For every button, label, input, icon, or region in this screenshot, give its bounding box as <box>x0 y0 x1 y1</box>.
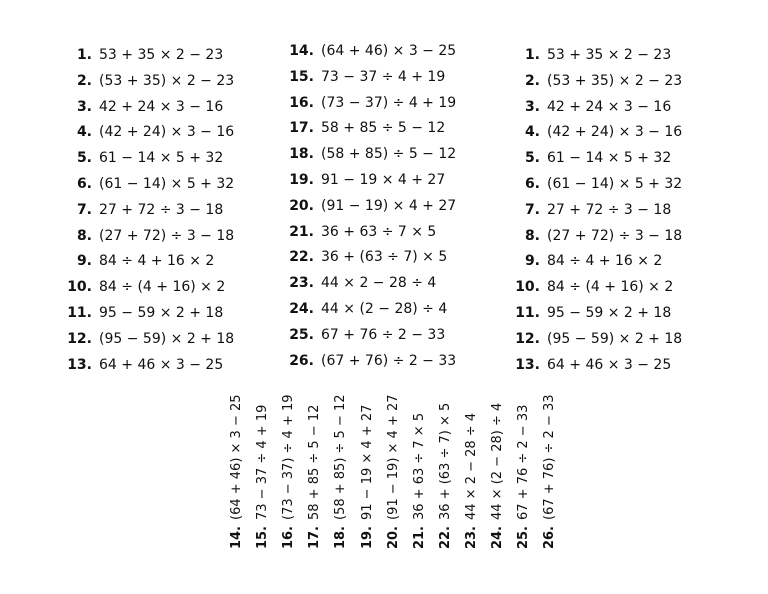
problem-expression: (73 − 37) ÷ 4 + 19 <box>321 94 457 111</box>
problem-row <box>282 274 436 292</box>
problem-expression: 53 + 35 × 2 − 23 <box>99 47 224 63</box>
rotated-problem-row <box>359 396 377 556</box>
problem-row <box>60 278 225 296</box>
problem-row <box>282 300 447 318</box>
problem-row <box>508 304 671 322</box>
problem-row <box>60 227 234 245</box>
problem-row <box>282 42 456 60</box>
problem-number: 15. <box>289 68 314 85</box>
problem-row <box>508 278 673 296</box>
problem-expression: 53 + 35 × 2 − 23 <box>547 47 672 63</box>
problem-expression: 36 + (63 ÷ 7) × 5 <box>321 249 448 266</box>
problem-number: 16. <box>281 526 297 550</box>
problem-number: 5. <box>524 150 540 167</box>
problem-expression: (42 + 24) × 3 − 16 <box>99 124 235 141</box>
problem-number: 7. <box>524 201 540 218</box>
problem-number: 22. <box>289 249 314 266</box>
problem-expression: 84 ÷ (4 + 16) × 2 <box>99 279 226 296</box>
problem-number: 11. <box>67 305 92 321</box>
problem-number: 13. <box>515 356 540 373</box>
problem-number: 12. <box>515 330 540 347</box>
problem-number: 23. <box>463 526 479 550</box>
problem-number: 3. <box>76 98 92 115</box>
problem-expression: (27 + 72) ÷ 3 − 18 <box>547 227 683 244</box>
problem-expression: (58 + 85) ÷ 5 − 12 <box>333 394 349 520</box>
problem-number: 16. <box>289 94 314 111</box>
problem-number: 19. <box>289 172 314 188</box>
problem-expression: 64 + 46 × 3 − 25 <box>99 356 224 373</box>
problem-number: 18. <box>333 526 349 550</box>
problem-expression: 95 − 59 × 2 + 18 <box>547 305 672 321</box>
problem-expression: 27 + 72 ÷ 3 − 18 <box>99 201 224 218</box>
problem-expression: 84 ÷ (4 + 16) × 2 <box>547 279 674 296</box>
rotated-problem-row <box>385 396 403 556</box>
problem-number: 10. <box>515 279 540 296</box>
problem-expression: 44 × (2 − 28) ÷ 4 <box>321 301 448 317</box>
problem-number: 14. <box>229 526 244 550</box>
problem-number: 4. <box>76 124 92 141</box>
problem-row <box>508 201 671 219</box>
problem-number: 6. <box>524 176 540 192</box>
problem-number: 21. <box>289 223 314 240</box>
problem-number: 20. <box>289 197 314 214</box>
problem-row <box>508 123 682 141</box>
problem-number: 1. <box>524 47 540 63</box>
problem-row <box>60 46 223 64</box>
problem-expression: (64 + 46) × 3 − 25 <box>321 43 457 59</box>
rotated-problem-row <box>463 396 481 556</box>
problem-row <box>508 252 662 270</box>
problem-row <box>60 72 234 90</box>
problem-number: 1. <box>76 47 92 63</box>
problem-number: 26. <box>542 526 558 550</box>
problem-row <box>60 149 223 167</box>
problem-expression: 27 + 72 ÷ 3 − 18 <box>547 201 672 218</box>
problem-number: 14. <box>289 43 314 59</box>
problem-number: 24. <box>490 526 505 550</box>
problem-expression: (61 − 14) × 5 + 32 <box>99 176 235 192</box>
problem-number: 13. <box>67 356 92 373</box>
problem-number: 11. <box>515 305 540 321</box>
problem-number: 17. <box>289 120 314 137</box>
problem-expression: 64 + 46 × 3 − 25 <box>547 356 672 373</box>
problem-number: 2. <box>76 72 92 89</box>
problem-row <box>60 356 223 374</box>
problem-row <box>282 171 445 189</box>
problem-expression: 84 ÷ 4 + 16 × 2 <box>547 253 663 270</box>
problem-number: 9. <box>524 253 540 270</box>
problem-row <box>282 248 447 266</box>
problem-expression: 58 + 85 ÷ 5 − 12 <box>307 404 323 520</box>
problem-row <box>60 252 214 270</box>
problem-row <box>508 98 671 116</box>
rotated-problem-row <box>280 396 298 556</box>
problem-row <box>60 123 234 141</box>
problem-expression: (95 − 59) × 2 + 18 <box>547 330 683 347</box>
problem-row <box>282 197 456 215</box>
problem-row <box>60 304 223 322</box>
problem-row <box>508 46 671 64</box>
problem-number: 21. <box>411 526 427 550</box>
problem-number: 23. <box>289 275 314 292</box>
problem-number: 4. <box>524 124 540 141</box>
problem-row <box>508 330 682 348</box>
rotated-problem-row <box>437 396 455 556</box>
problem-expression: 42 + 24 × 3 − 16 <box>99 98 224 115</box>
problem-expression: (61 − 14) × 5 + 32 <box>547 176 683 192</box>
problem-expression: 84 ÷ 4 + 16 × 2 <box>99 253 215 270</box>
problem-row <box>508 227 682 245</box>
problem-expression: 61 − 14 × 5 + 32 <box>547 150 672 167</box>
problem-expression: 44 × (2 − 28) ÷ 4 <box>490 402 505 520</box>
problem-row <box>508 149 671 167</box>
problem-row <box>60 98 223 116</box>
problem-expression: 42 + 24 × 3 − 16 <box>547 98 672 115</box>
problem-expression: (91 − 19) × 4 + 27 <box>321 197 457 214</box>
problem-expression: 67 + 76 ÷ 2 − 33 <box>516 404 532 520</box>
problem-expression: (58 + 85) ÷ 5 − 12 <box>321 146 457 163</box>
problem-number: 17. <box>307 526 323 550</box>
problem-number: 20. <box>385 526 401 550</box>
problem-number: 18. <box>289 146 314 163</box>
rotated-problem-row <box>541 396 559 556</box>
problem-expression: 36 + (63 ÷ 7) × 5 <box>437 402 453 520</box>
problem-expression: (53 + 35) × 2 − 23 <box>547 72 683 89</box>
problem-expression: (27 + 72) ÷ 3 − 18 <box>99 227 235 244</box>
problem-number: 10. <box>67 279 92 296</box>
problem-number: 19. <box>359 526 375 550</box>
problem-expression: (53 + 35) × 2 − 23 <box>99 72 235 89</box>
problem-number: 25. <box>516 526 532 550</box>
problem-expression: 36 + 63 ÷ 7 × 5 <box>321 223 437 240</box>
problem-expression: (95 − 59) × 2 + 18 <box>99 330 235 347</box>
problem-number: 3. <box>524 98 540 115</box>
problem-number: 22. <box>437 526 453 550</box>
rotated-problem-row <box>306 396 324 556</box>
problem-number: 6. <box>76 176 92 192</box>
problem-number: 26. <box>289 352 314 369</box>
problem-row <box>60 201 223 219</box>
problem-expression: 44 × 2 − 28 ÷ 4 <box>463 412 479 520</box>
problem-expression: 73 − 37 ÷ 4 + 19 <box>321 68 446 85</box>
problem-row <box>282 94 456 112</box>
problem-row <box>60 175 234 193</box>
problem-row <box>282 68 445 86</box>
problem-expression: 36 + 63 ÷ 7 × 5 <box>411 412 427 520</box>
problem-row <box>282 145 456 163</box>
rotated-problem-row <box>228 396 246 556</box>
problem-row <box>508 72 682 90</box>
problem-number: 12. <box>67 330 92 347</box>
problem-expression: 58 + 85 ÷ 5 − 12 <box>321 120 446 137</box>
rotated-problem-row <box>254 396 272 556</box>
problem-number: 24. <box>289 301 314 317</box>
problem-number: 8. <box>524 227 540 244</box>
rotated-problem-row <box>515 396 533 556</box>
problem-number: 15. <box>255 526 271 550</box>
problem-expression: 91 − 19 × 4 + 27 <box>359 404 375 520</box>
problem-expression: 44 × 2 − 28 ÷ 4 <box>321 275 437 292</box>
problem-expression: (42 + 24) × 3 − 16 <box>547 124 683 141</box>
problem-expression: 95 − 59 × 2 + 18 <box>99 305 224 321</box>
problem-number: 5. <box>76 150 92 167</box>
problem-expression: (64 + 46) × 3 − 25 <box>229 394 244 520</box>
rotated-problem-row <box>489 396 507 556</box>
problem-number: 9. <box>76 253 92 270</box>
problem-expression: (73 − 37) ÷ 4 + 19 <box>281 394 297 520</box>
problem-number: 7. <box>76 201 92 218</box>
rotated-problem-list <box>228 396 568 556</box>
problem-expression: (91 − 19) × 4 + 27 <box>385 394 401 520</box>
problem-expression: (67 + 76) ÷ 2 − 33 <box>542 394 558 520</box>
problem-number: 2. <box>524 72 540 89</box>
problem-row <box>508 175 682 193</box>
problem-row <box>60 330 234 348</box>
rotated-problem-row <box>411 396 429 556</box>
problem-number: 8. <box>76 227 92 244</box>
problem-expression: (67 + 76) ÷ 2 − 33 <box>321 352 457 369</box>
problem-number: 25. <box>289 326 314 343</box>
problem-expression: 73 − 37 ÷ 4 + 19 <box>255 404 271 520</box>
problem-expression: 61 − 14 × 5 + 32 <box>99 150 224 167</box>
problem-row <box>282 352 456 370</box>
problem-expression: 67 + 76 ÷ 2 − 33 <box>321 326 446 343</box>
problem-row <box>282 119 445 137</box>
problem-row <box>282 326 445 344</box>
rotated-problem-row <box>332 396 350 556</box>
problem-row <box>282 223 436 241</box>
problem-row <box>508 356 671 374</box>
problem-expression: 91 − 19 × 4 + 27 <box>321 172 446 188</box>
